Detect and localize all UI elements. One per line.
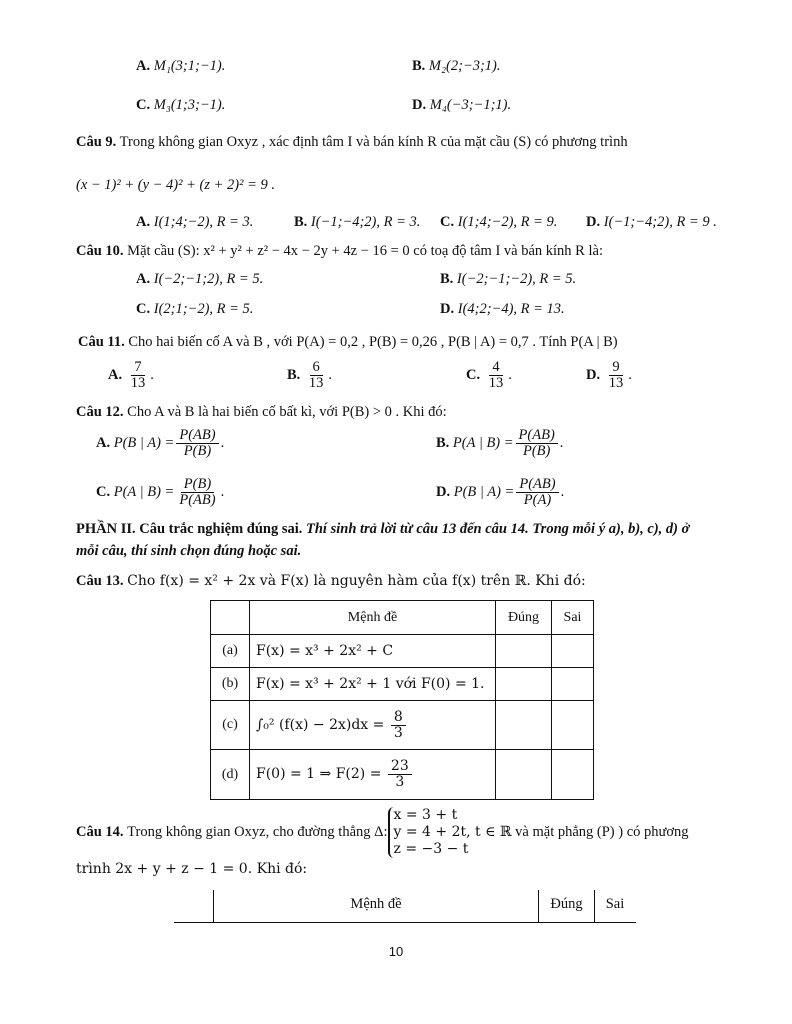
q14-stem: Câu 14. Trong không gian Oxyz, cho đường thẳng Δ:x = 3 + t y = 4 + 2t, t ∈ ℝ z = −3 − t và mặt phẳng (P) ) có phương <box>76 807 689 857</box>
q8-option-a <box>136 58 225 75</box>
q12-option-c: C. P(A | B) = $\frac{P(B)}{P(AB)}$ . <box>96 476 225 509</box>
header-true: Đúng <box>496 601 552 635</box>
table-row <box>211 668 594 701</box>
q11-option-a: A. $\frac{7}{13}$ . <box>108 359 154 392</box>
q10-option-c: C. I(2;1;−2), R = 5. <box>136 301 254 317</box>
q12-option-d: D. P(B | A) = $\frac{P(AB)}{P(A)}$ . <box>436 476 565 509</box>
part2-title: PHẦN II. Câu trắc nghiệm đúng sai. <box>76 521 303 537</box>
row-key: (b) <box>211 668 250 701</box>
q9-option-a: A. I(1;4;−2), R = 3. <box>136 214 254 230</box>
row-statement: F(x) = x³ + 2x² + C <box>250 635 496 668</box>
option-text: M₄(−3;−1;1). <box>429 97 512 113</box>
q12-option-a: A. P(B | A) = $\frac{P(AB)}{P(B)}$ . <box>96 427 225 460</box>
q8-option-c <box>136 97 225 114</box>
q11-option-d: D. $\frac{9}{13}$ . <box>586 359 632 392</box>
row-key: (c) <box>211 701 250 750</box>
q14-stem-line2: trình 2x + y + z − 1 = 0. Khi đó: <box>76 861 308 877</box>
part2-instructions-line2: mỗi câu, thí sinh chọn đúng hoặc sai. <box>76 543 302 559</box>
q12-stem: Câu 12. Cho A và B là hai biến cố bất kì, với P(B) > 0 . Khi đó: <box>76 404 447 420</box>
true-answer-cell[interactable] <box>496 635 552 668</box>
line-system: x = 3 + t y = 4 + 2t, t ∈ ℝ z = −3 − t <box>388 807 512 858</box>
table-row <box>211 750 594 800</box>
q13-table <box>210 600 594 800</box>
row-key: (d) <box>211 750 250 800</box>
table-header-row <box>211 601 594 635</box>
q10-option-d: D. I(4;2;−4), R = 13. <box>440 301 565 317</box>
option-text: M₃(1;3;−1). <box>153 97 226 113</box>
q9-option-d: D. I(−1;−4;2), R = 9 . <box>586 214 717 230</box>
q8-option-b <box>412 58 501 75</box>
header-false: Sai <box>605 896 625 912</box>
false-answer-cell[interactable] <box>552 750 594 800</box>
q13-stem: Câu 13. Cho f(x) = x² + 2x và F(x) là nguyên hàm của f(x) trên ℝ. Khi đó: <box>76 573 586 589</box>
option-label: B. <box>412 58 426 74</box>
q9-option-b: B. I(−1;−4;2), R = 3. <box>294 214 421 230</box>
option-label: A. <box>136 58 151 74</box>
option-label: C. <box>136 97 151 113</box>
true-answer-cell[interactable] <box>496 750 552 800</box>
q11-option-b: B. $\frac{6}{13}$ . <box>287 359 333 392</box>
header-true: Đúng <box>550 896 583 912</box>
row-statement: ∫₀² (f(x) − 2x)dx = $\frac{8}{3}$ <box>250 701 496 750</box>
q10-option-b: B. I(−2;−1;−2), R = 5. <box>440 271 577 287</box>
option-text: M₂(2;−3;1). <box>428 58 501 74</box>
q9-option-c: C. I(1;4;−2), R = 9. <box>440 214 558 230</box>
q12-option-b: B. P(A | B) = $\frac{P(AB)}{P(B)}$ . <box>436 427 564 460</box>
q11-stem: Câu 11. Cho hai biến cố A và B , với P(A) = 0,2 , P(B) = 0,26 , P(B | A) = 0,7 . Tính P(A | B) <box>78 334 618 350</box>
q10-option-a: A. I(−2;−1;2), R = 5. <box>136 271 264 287</box>
q10-stem: Câu 10. Mặt cầu (S): x² + y² + z² − 4x − 2y + 4z − 16 = 0 có toạ độ tâm I và bán kính R là: <box>76 243 603 259</box>
row-statement: F(0) = 1 ⇒ F(2) = $\frac{23}{3}$ <box>250 750 496 800</box>
table-row <box>211 701 594 750</box>
question-label: Câu 9. <box>76 134 117 150</box>
q11-option-c: C. $\frac{4}{13}$ . <box>466 359 512 392</box>
false-answer-cell[interactable] <box>552 701 594 750</box>
false-answer-cell[interactable] <box>552 635 594 668</box>
part2-heading <box>76 521 689 538</box>
header-statement: Mệnh đề <box>250 601 496 635</box>
q9-equation: (x − 1)² + (y − 4)² + (z + 2)² = 9 . <box>76 177 275 193</box>
option-text: M₁(3;1;−1). <box>153 58 226 74</box>
header-statement: Mệnh đề <box>350 896 402 912</box>
question-text: Trong không gian Oxyz , xác định tâm I và bán kính R của mặt cầu (S) có phương trình <box>119 134 628 150</box>
q9-stem <box>76 134 628 151</box>
table-row <box>211 635 594 668</box>
true-answer-cell[interactable] <box>496 701 552 750</box>
row-statement: F(x) = x³ + 2x² + 1 với F(0) = 1. <box>250 668 496 701</box>
page-number: 10 <box>388 944 404 959</box>
true-answer-cell[interactable] <box>496 668 552 701</box>
row-key: (a) <box>211 635 250 668</box>
table-cell <box>211 601 250 635</box>
header-false: Sai <box>552 601 594 635</box>
q8-option-d <box>412 97 511 114</box>
false-answer-cell[interactable] <box>552 668 594 701</box>
part2-instructions: Thí sinh trả lời từ câu 13 đến câu 14. Trong mỗi ý a), b), c), d) ở <box>306 521 690 537</box>
q14-table <box>174 890 636 923</box>
option-label: D. <box>412 97 427 113</box>
